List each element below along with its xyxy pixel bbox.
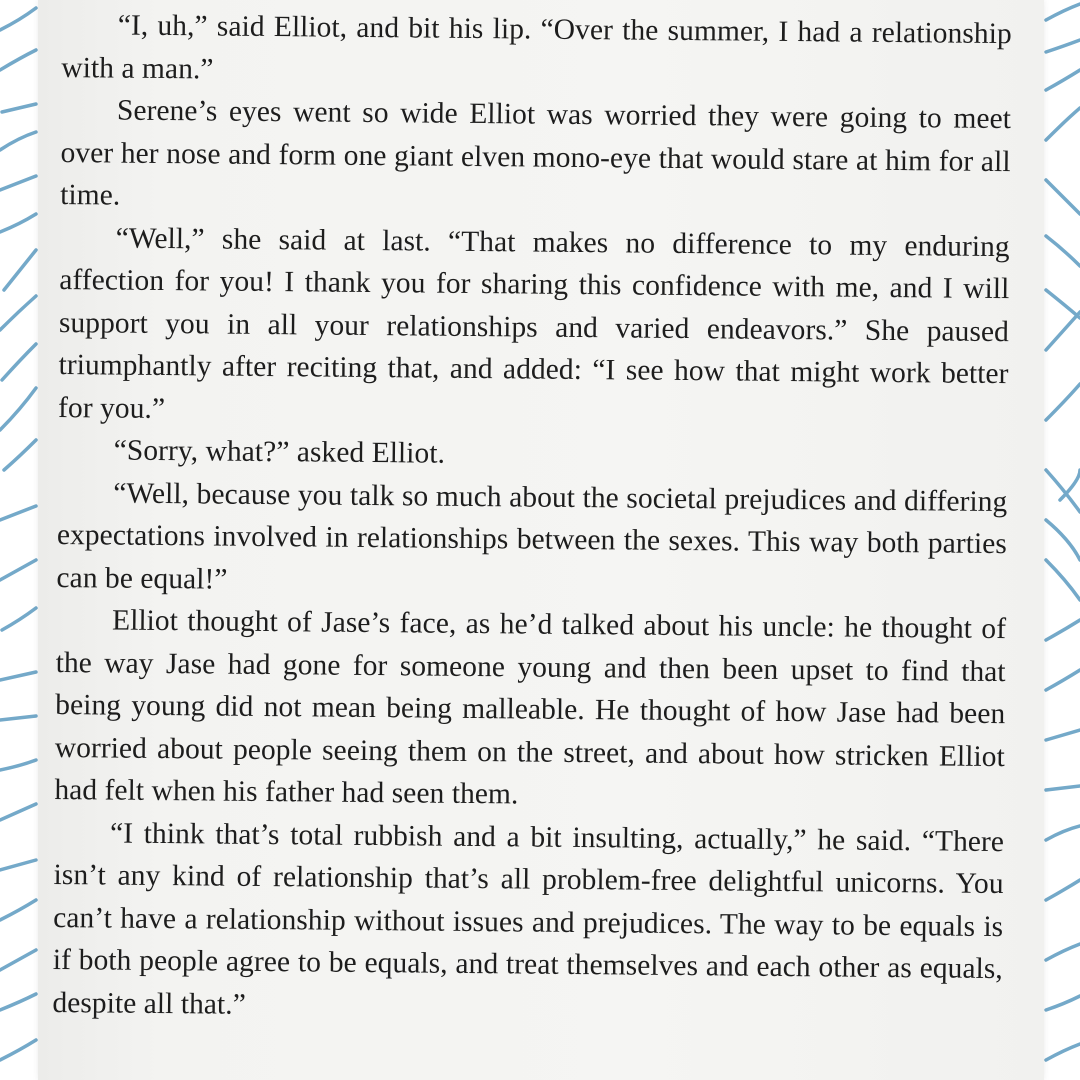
- paragraph: “I, uh,” said Elliot, and bit his lip. “Over the summer, I had a relationship with a man.”: [61, 9, 1012, 85]
- paragraph: “Well, because you talk so much about the societal prejudices and differing expectations involved in relationships between the sexes. This way both parties can be equal!”: [56, 477, 1008, 596]
- paragraph: “Well,” she said at last. “That makes no difference to my enduring affection for you! I thank you for sharing this confidence with me, and I will support you in all your relationships and varied endeavors.” She paused triumphantly after reciting that, and added: “I see how that might work better for you.”: [57, 222, 1010, 425]
- paragraph: “Sorry, what?” asked Elliot.: [113, 434, 446, 470]
- book-page: [38, 0, 1044, 1080]
- page-text-block: [52, 4, 1012, 1033]
- paragraph: “I think that’s total rubbish and a bit insulting, actually,” he said. “There isn’t any kind of relationship that’s all problem-free delightful unicorns. You can’t have a relationship without issues and prejudices. The way to be equals is if both people agree to be equals, and treat themselves and each other as equals, despite all that.”: [52, 817, 1005, 1021]
- paragraph: Elliot thought of Jase’s face, as he’d talked about his uncle: he thought of the way Jase had gone for someone young and then been upset to find that being young did not mean being malleable. He thought of how Jase had been worried about people seeing them on the street, and about how stricken Elliot had felt when his father had seen them.: [54, 604, 1007, 811]
- paragraph: Serene’s eyes went so wide Elliot was worried they were going to meet over her nose and form one giant elven mono-eye that would stare at him for all time.: [60, 94, 1012, 212]
